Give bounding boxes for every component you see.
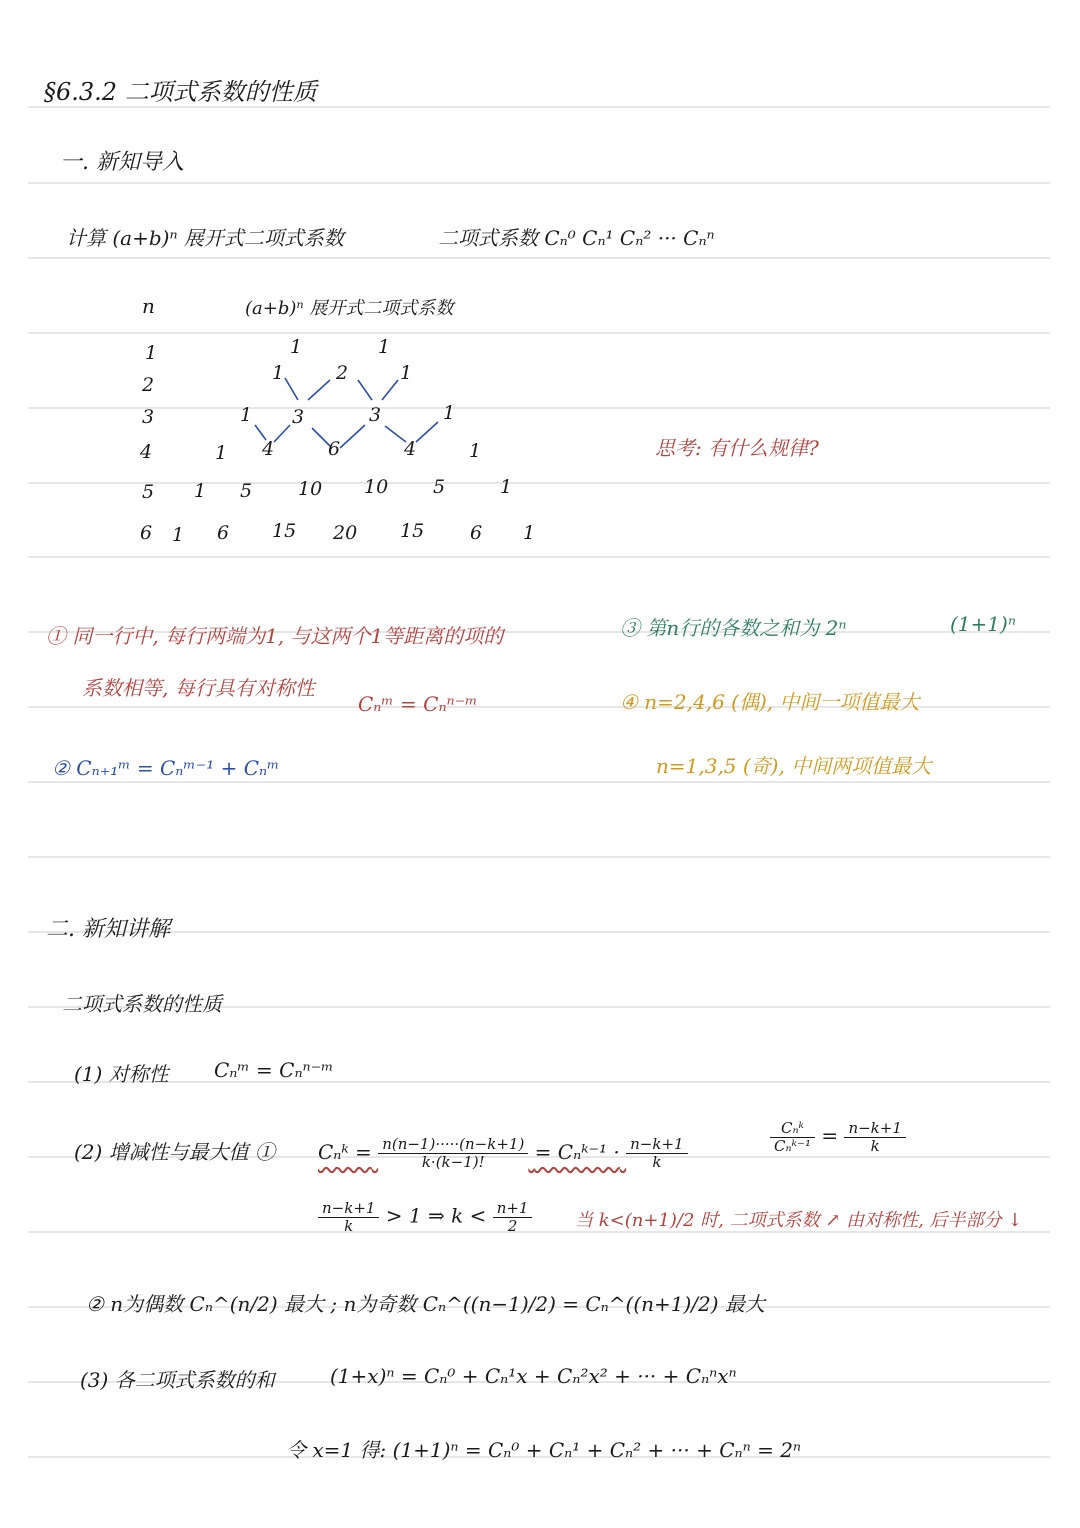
n-value: 3	[142, 406, 155, 428]
fraction-denominator: k·(k−1)!	[421, 1152, 485, 1171]
triangle-cell: 6	[328, 438, 341, 460]
n-value: 6	[140, 522, 153, 544]
triangle-cell: 2	[336, 362, 349, 384]
fraction-denominator: k	[870, 1136, 880, 1155]
triangle-cell: 3	[292, 406, 305, 428]
property-3-label: (3) 各二项式系数的和	[80, 1368, 275, 1392]
observation-2: ② Cₙ₊₁ᵐ = Cₙᵐ⁻¹ + Cₙᵐ	[52, 756, 280, 780]
triangle-cell: 10	[364, 476, 389, 498]
fraction	[626, 1136, 687, 1170]
fraction-numerator: n+1	[493, 1200, 533, 1218]
property-2-formula	[318, 1136, 688, 1170]
page-title: §6.3.2 二项式系数的性质	[44, 78, 317, 106]
think-prompt: 思考: 有什么规律?	[655, 436, 819, 460]
property-2-max: ② n为偶数 Cₙ^(n/2) 最大 ; n为奇数 Cₙ^((n−1)/2) = Cₙ^((n+1)/2) 最大	[86, 1292, 765, 1316]
triangle-cell: 10	[298, 478, 323, 500]
fraction-numerator: n−k+1	[626, 1136, 687, 1154]
ratio-eq: =	[821, 1123, 839, 1148]
section-2-title: 二. 新知讲解	[46, 917, 170, 942]
section-1-title: 一. 新知导入	[60, 150, 184, 175]
triangle-cell: 15	[400, 520, 425, 542]
property-2-label: (2) 增减性与最大值 ①	[74, 1140, 276, 1164]
observation-3-expr: (1+1)ⁿ	[950, 612, 1016, 636]
n-value: 2	[142, 374, 155, 396]
ck-eq: = Cₙᵏ⁻¹ ·	[534, 1139, 620, 1164]
fraction-denominator: k	[652, 1152, 662, 1171]
triangle-cell: 4	[262, 438, 275, 460]
property-3-substitution: 令 x=1 得: (1+1)ⁿ = Cₙ⁰ + Cₙ¹ + Cₙ² + ··· + Cₙⁿ = 2ⁿ	[286, 1438, 802, 1462]
triangle-cell: 1	[469, 440, 482, 462]
property-1-formula: Cₙᵐ = Cₙⁿ⁻ᵐ	[214, 1058, 334, 1082]
triangle-cell: 1	[378, 336, 391, 358]
ck-lhs: Cₙᵏ =	[318, 1139, 372, 1164]
triangle-cell: 3	[369, 404, 382, 426]
fraction	[318, 1200, 379, 1234]
fraction-numerator: n(n−1)·····(n−k+1)	[378, 1136, 528, 1154]
triangle-cell: 6	[470, 522, 483, 544]
fraction-numerator: Cₙᵏ	[770, 1120, 815, 1138]
fraction	[378, 1136, 528, 1170]
triangle-cell: 1	[240, 404, 253, 426]
triangle-cell: 20	[333, 522, 358, 544]
fraction-denominator: k	[344, 1216, 354, 1235]
triangle-cell: 1	[194, 480, 207, 502]
observation-1-line2: 系数相等, 每行具有对称性	[82, 676, 315, 700]
n-value: 1	[145, 342, 158, 364]
fraction	[844, 1120, 905, 1154]
n-value: 4	[140, 441, 153, 463]
ratio-formula	[770, 1120, 906, 1154]
triangle-cell: 6	[217, 522, 230, 544]
intro-line: 计算 (a+b)ⁿ 展开式二项式系数	[66, 226, 344, 250]
triangle-cell: 1	[523, 522, 536, 544]
observation-4-line1: ④ n=2,4,6 (偶), 中间一项值最大	[620, 690, 920, 714]
observation-4-line2: n=1,3,5 (奇), 中间两项值最大	[656, 754, 932, 778]
triangle-cell: 15	[272, 520, 297, 542]
triangle-title: (a+b)ⁿ 展开式二项式系数	[245, 298, 454, 319]
monotonic-note: 当 k<(n+1)/2 时, 二项式系数 ↗ 由对称性, 后半部分 ↓	[575, 1210, 1023, 1231]
n-value: 5	[142, 481, 155, 503]
fraction-numerator: n−k+1	[844, 1120, 905, 1138]
property-3-formula: (1+x)ⁿ = Cₙ⁰ + Cₙ¹x + Cₙ²x² + ··· + Cₙⁿxⁿ	[330, 1364, 737, 1388]
triangle-cell: 1	[215, 442, 228, 464]
triangle-cell: 4	[404, 438, 417, 460]
fraction-denominator: 2	[507, 1216, 518, 1235]
triangle-n-header: n	[142, 294, 155, 318]
triangle-cell: 1	[272, 362, 285, 384]
section-2-subtitle: 二项式系数的性质	[62, 992, 222, 1016]
observation-3: ③ 第n行的各数之和为 2ⁿ	[620, 616, 847, 640]
inequality	[318, 1200, 532, 1234]
triangle-cell: 1	[400, 362, 413, 384]
triangle-cell: 5	[433, 476, 446, 498]
triangle-cell: 1	[500, 476, 513, 498]
fraction-numerator: n−k+1	[318, 1200, 379, 1218]
fraction-denominator: Cₙᵏ⁻¹	[774, 1136, 811, 1155]
fraction	[770, 1120, 815, 1154]
fraction	[493, 1200, 533, 1234]
property-1-label: (1) 对称性	[74, 1062, 169, 1086]
triangle-cell: 1	[443, 402, 456, 424]
triangle-cell: 5	[240, 480, 253, 502]
binomial-coeff-list: 二项式系数 Cₙ⁰ Cₙ¹ Cₙ² ··· Cₙⁿ	[438, 226, 715, 250]
observation-1-formula: Cₙᵐ = Cₙⁿ⁻ᵐ	[358, 692, 478, 716]
triangle-cell: 1	[290, 336, 303, 358]
inequality-mid: > 1 ⇒ k <	[385, 1203, 487, 1228]
triangle-cell: 1	[172, 524, 185, 546]
observation-1-line1: ① 同一行中, 每行两端为1, 与这两个1等距离的项的	[46, 624, 504, 648]
